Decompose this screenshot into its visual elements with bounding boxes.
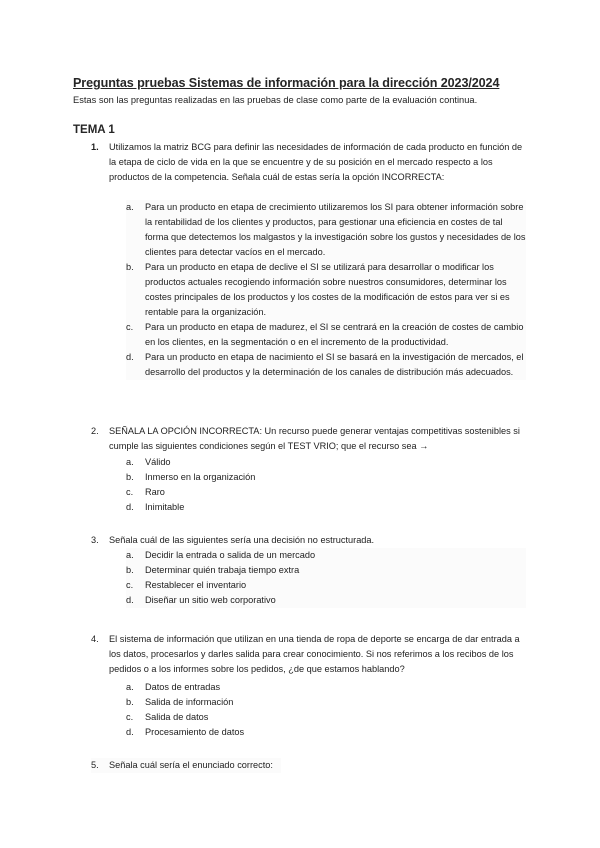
option-c bbox=[126, 320, 526, 350]
question-2-options bbox=[126, 455, 326, 515]
option-letter: a. bbox=[126, 202, 134, 212]
option-letter: d. bbox=[126, 595, 134, 605]
option-c bbox=[126, 710, 326, 725]
question-1-options bbox=[126, 200, 526, 380]
section-heading: TEMA 1 bbox=[73, 124, 115, 136]
question-number: 1. bbox=[91, 142, 99, 152]
question-2 bbox=[91, 424, 531, 454]
question-number: 4. bbox=[91, 634, 99, 644]
document-subtitle: Estas son las preguntas realizadas en las pruebas de clase como parte de la evaluación continua. bbox=[73, 95, 478, 105]
option-text: Para un producto en etapa de crecimiento utilizaremos los SI para obtener información sobre la rentabilidad de los clientes y productos, para gestionar una eficiencia en costes de tal forma que detectemos los malgastos y la investigación sobre los gustos y necesidades de los clientes para detectar vacíos en el mercado. bbox=[145, 202, 526, 257]
option-a bbox=[126, 680, 326, 695]
option-d bbox=[126, 500, 326, 515]
question-3-options bbox=[126, 548, 526, 608]
option-c bbox=[126, 485, 326, 500]
option-b bbox=[126, 260, 526, 320]
option-letter: d. bbox=[126, 727, 134, 737]
option-text: Para un producto en etapa de nacimiento el SI se basará en la investigación de mercados, el desarrollo del productos y la determinación de los canales de distribución más adecuados. bbox=[145, 352, 524, 377]
option-d bbox=[126, 593, 526, 608]
option-b bbox=[126, 695, 326, 710]
option-letter: c. bbox=[126, 580, 134, 590]
question-1 bbox=[91, 140, 531, 185]
question-text: Señala cuál de las siguientes sería una decisión no estructurada. bbox=[109, 535, 375, 545]
option-letter: b. bbox=[126, 262, 134, 272]
option-d bbox=[126, 350, 526, 380]
question-text: Señala cuál sería el enunciado correcto: bbox=[109, 760, 273, 770]
question-3 bbox=[91, 533, 531, 548]
option-text: Determinar quién trabaja tiempo extra bbox=[145, 565, 300, 575]
option-text: Procesamiento de datos bbox=[145, 727, 245, 737]
question-5 bbox=[91, 758, 281, 773]
option-a bbox=[126, 455, 326, 470]
option-text: Para un producto en etapa de declive el SI se utilizará para desarrollar o modificar los productos actuales recogiendo información sobre nuestros consumidores, determinar los costes principales de los productos y los costes de la modificación de estos para ver si es rentable para la organización. bbox=[145, 262, 510, 317]
option-letter: c. bbox=[126, 712, 134, 722]
option-letter: a. bbox=[126, 682, 134, 692]
option-text: Decidir la entrada o salida de un mercado bbox=[145, 550, 316, 560]
option-text: Válido bbox=[145, 457, 171, 467]
question-number: 2. bbox=[91, 426, 99, 436]
question-number: 5. bbox=[91, 760, 99, 770]
question-4-options bbox=[126, 680, 326, 740]
option-text: Inimitable bbox=[145, 502, 185, 512]
option-letter: b. bbox=[126, 565, 134, 575]
option-letter: b. bbox=[126, 472, 134, 482]
option-d bbox=[126, 725, 326, 740]
option-text: Inmerso en la organización bbox=[145, 472, 256, 482]
option-b bbox=[126, 470, 326, 485]
option-letter: d. bbox=[126, 502, 134, 512]
option-letter: a. bbox=[126, 457, 134, 467]
question-text: SEÑALA LA OPCIÓN INCORRECTA: Un recurso puede generar ventajas competitivas sostenibles si cumple las siguientes condiciones según el TEST VRIO; que el recurso sea → bbox=[109, 426, 520, 451]
option-text: Diseñar un sitio web corporativo bbox=[145, 595, 276, 605]
option-letter: c. bbox=[126, 322, 134, 332]
option-b bbox=[126, 563, 526, 578]
document-title: Preguntas pruebas Sistemas de información para la dirección 2023/2024 bbox=[73, 76, 500, 90]
option-text: Salida de información bbox=[145, 697, 234, 707]
option-letter: a. bbox=[126, 550, 134, 560]
option-a bbox=[126, 548, 526, 563]
option-c bbox=[126, 578, 526, 593]
option-letter: b. bbox=[126, 697, 134, 707]
question-number: 3. bbox=[91, 535, 99, 545]
option-text: Raro bbox=[145, 487, 165, 497]
option-a bbox=[126, 200, 526, 260]
question-text: El sistema de información que utilizan en una tienda de ropa de deporte se encarga de dar entrada a los datos, procesarlos y darles salida para crear conocimiento. Si nos referimos a los recibos de los pedidos o a los informes sobre los pedidos, ¿de que estamos hablando? bbox=[109, 634, 520, 674]
option-text: Salida de datos bbox=[145, 712, 209, 722]
option-text: Para un producto en etapa de madurez, el SI se centrará en la creación de costes de cambio en los clientes, en la segmentación o en el incremento de la productividad. bbox=[145, 322, 524, 347]
question-4 bbox=[91, 632, 531, 677]
option-text: Restablecer el inventario bbox=[145, 580, 247, 590]
option-letter: d. bbox=[126, 352, 134, 362]
option-letter: c. bbox=[126, 487, 134, 497]
option-text: Datos de entradas bbox=[145, 682, 221, 692]
question-text: Utilizamos la matriz BCG para definir las necesidades de información de cada producto en función de la etapa de ciclo de vida en la que se encuentre y de su posición en el mercado respecto a los productos de la competencia. Señala cuál de estas sería la opción INCORRECTA: bbox=[109, 142, 523, 182]
